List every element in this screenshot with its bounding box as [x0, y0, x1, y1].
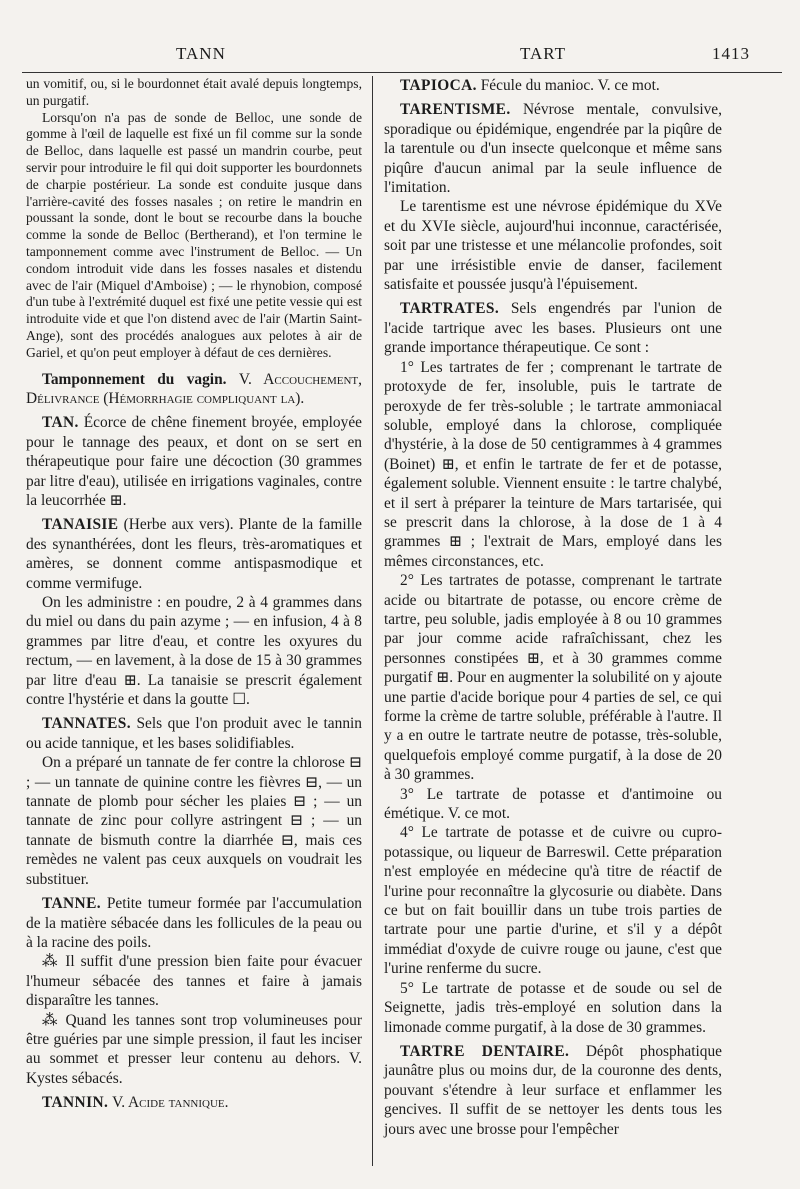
entry-tarentisme: TARENTISME. Névrose mentale, convulsive, sporadique ou épidémique, engendrée par la piqûre de la tarentule ou d'un insecte quelconque et même sans piqûre d'aucun animal par la seule influence de l'imitation. [384, 101, 722, 197]
paragraph: ⁂ Quand les tannes sont trop volumineuses pour être guéries par une simple pression, il faut les inciser au sommet et presser leur contenu au dehors. V. Kystes sébacés. [26, 1011, 362, 1087]
header-rule [22, 72, 782, 73]
entry-tannates: TANNATES. Sels que l'on produit avec le tannin ou acide tannique, et les bases solidifiables. [26, 715, 362, 752]
headword: TANNIN. [42, 1094, 109, 1112]
entry-tartrates: TARTRATES. Sels engendrés par l'union de l'acide tartrique avec les bases. Plusieurs ont une grande importance thérapeutique. Ce sont : [384, 300, 722, 357]
column-divider [372, 76, 373, 1166]
paragraph: Le tarentisme est une névrose épidémique du XVe et du XVIe siècle, aujourd'hui inconnue, caractérisée, soit par une tristesse et une mélancolie profondes, soit par une irrésistible envie de danser, facilement satisfaite et poussée jusqu'à l'épuisement. [384, 198, 722, 294]
entry-tapioca: TAPIOCA. Fécule du manioc. V. ce mot. [400, 77, 660, 94]
running-head-center: TART [520, 44, 567, 63]
paragraph: 3° Le tartrate de potasse et d'antimoine ou émétique. V. ce mot. [384, 785, 722, 823]
headword: TARENTISME. [400, 101, 511, 119]
paragraph: 4° Le tartrate de potasse et de cuivre ou cupro-potassique, ou liqueur de Barreswil. Cette préparation n'est employée en médecine qu'à titre de réactif de l'urine pour reconnaître la glycosurie ou diabète. Dans ce but on fait bouillir dans un tube trois parties de tartrate pour une partie d'urine, et s'il y a dépôt immédiat d'oxyde de cuivre rouge ou jaune, c'est que l'urine renferme du sucre. [384, 824, 722, 978]
page-number: 1413 [712, 44, 750, 63]
running-head-left: TANN [176, 44, 226, 63]
headword: TAN. [42, 414, 79, 432]
paragraph: 5° Le tartrate de potasse et de soude ou sel de Seignette, jadis très-employé en solution dans la limonade comme purgatif, à la dose de 30 grammes. [384, 979, 722, 1036]
entry-tannin: TANNIN. V. Acide tannique. [42, 1094, 229, 1112]
entry-tartre-dentaire: TARTRE DENTAIRE. Dépôt phosphatique jaunâtre plus ou moins dur, de la couronne des dents, pouvant s'étendre à leur surface et enflammer les gencives. Il suffit de se nettoyer les dents tous les jours avec une brosse pour l'empêcher [384, 1042, 722, 1138]
headword: TANAISIE [42, 516, 119, 534]
paragraph: ⁂ Il suffit d'une pression bien faite pour évacuer l'humeur sébacée des tannes et faire à jamais disparaître les tannes. [26, 953, 362, 1010]
headword: TAPIOCA. [400, 77, 477, 94]
paragraph: Lorsqu'on n'a pas de sonde de Belloc, une sonde de gomme à l'œil de laquelle est fixé un fil comme sur la sonde de Belloc, dans laquelle est passé un mandrin courbe, peut servir pour introduire le fil qui doit supporter les bourdonnets de charpie postérieur. La sonde est conduite jusque dans l'arrière-cavité des fosses nasales ; on retire le mandrin en poussant la sonde, dont le bout se recourbe dans la bouche comme la sonde de Belloc (Bertherand), et l'on termine le tamponnement comme avec l'instrument de Belloc. — Un condom introduit vide dans les fosses nasales et distendu avec de l'air (Miquel d'Amboise) ; — le rhynobion, composé d'un tube à l'extrémité duquel est fixé une petite vessie qui est introduite vide et que l'on distend avec de l'air (Martin Saint-Ange), sont des procédés analogues aux pelotes à air de Gariel, et qu'on peut employer à défaut de ces dernières. [26, 109, 362, 360]
entry-tamponnement: Tamponnement du vagin. V. Accouchement, Délivrance (Hémorrhagie compliquant la). [26, 370, 362, 407]
paragraph: On les administre : en poudre, 2 à 4 grammes dans du miel ou dans du pain azyme ; — en infusion, 4 à 8 grammes par litre d'eau, et contre les oxyures du rectum, — en lavement, à la dose de 15 à 30 grammes par litre d'eau ⊞. La tanaisie se prescrit également contre l'hystérie et dans la goutte ☐. [26, 594, 362, 709]
paragraph: 1° Les tartrates de fer ; comprenant le tartrate de protoxyde de fer, insoluble, puis le tartrate de peroxyde de fer très-soluble ; le tartrate ammoniacal soluble, employé dans la chlorose, compliquée d'hystérie, à la dose de 50 centigrammes à 4 grammes (Boinet) ⊞, et enfin le tartrate de fer et de potasse, également soluble. Viennent ensuite : le tartre chalybé, et il sert à préparer la teinture de Mars tartarisée, qui se prescrit dans la chlorose, à la dose de 1 à 4 grammes ⊞ ; l'extrait de Mars, employé dans les mêmes circonstances, etc. [384, 358, 722, 570]
headword: TANNATES. [42, 715, 131, 733]
paragraph: 2° Les tartrates de potasse, comprenant le tartrate acide ou bitartrate de potasse, ou encore crème de tartre, peu soluble, jadis employée à 8 ou 10 grammes par jour comme acide rafraîchissant, chez les personnes constipées ⊞, et à 30 grammes comme purgatif ⊞. Pour en augmenter la solubilité on y ajoute une partie d'acide borique pour 4 parties de sel, ce qui forme la crème de tartre soluble, préférable à l'autre. Il y a en outre le tartrate neutre de potasse, très-soluble, quelquefois employé comme purgatif, à la dose de 20 à 30 grammes. [384, 572, 722, 784]
right-column [384, 76, 722, 1139]
entry-tan: TAN. Écorce de chêne finement broyée, employée pour le tannage des peaux, et dont on se sert en thérapeutique pour faire une décoction (30 grammes par litre d'eau), utilisée en irrigations vaginales, contre la leucorrhée ⊞. [26, 414, 362, 509]
headword: Tamponnement du vagin. [42, 370, 227, 388]
headword: TARTRATES. [400, 300, 500, 318]
headword: TARTRE DENTAIRE. [400, 1042, 570, 1060]
paragraph: un vomitif, ou, si le bourdonnet était avalé depuis longtemps, un purgatif. [26, 76, 362, 108]
left-column [26, 76, 362, 1113]
entry-tanaisie: TANAISIE (Herbe aux vers). Plante de la famille des synanthérées, dont les fleurs, très-aromatiques et amères, se donnent comme antispasmodique et comme vermifuge. [26, 516, 362, 592]
headword: TANNE. [42, 895, 101, 913]
entry-tanne: TANNE. Petite tumeur formée par l'accumulation de la matière sébacée dans les follicules de la peau ou à la racine des poils. [26, 895, 362, 951]
paragraph: On a préparé un tannate de fer contre la chlorose ⊟ ; — un tannate de quinine contre les fièvres ⊟, — un tannate de plomb pour sécher les plaies ⊟ ; — un tannate de zinc pour collyre astringent ⊟ ; — un tannate de bismuth contre la diarrhée ⊟, mais ces remèdes ne valent pas ceux auxquels on voudrait les substituer. [26, 754, 362, 888]
